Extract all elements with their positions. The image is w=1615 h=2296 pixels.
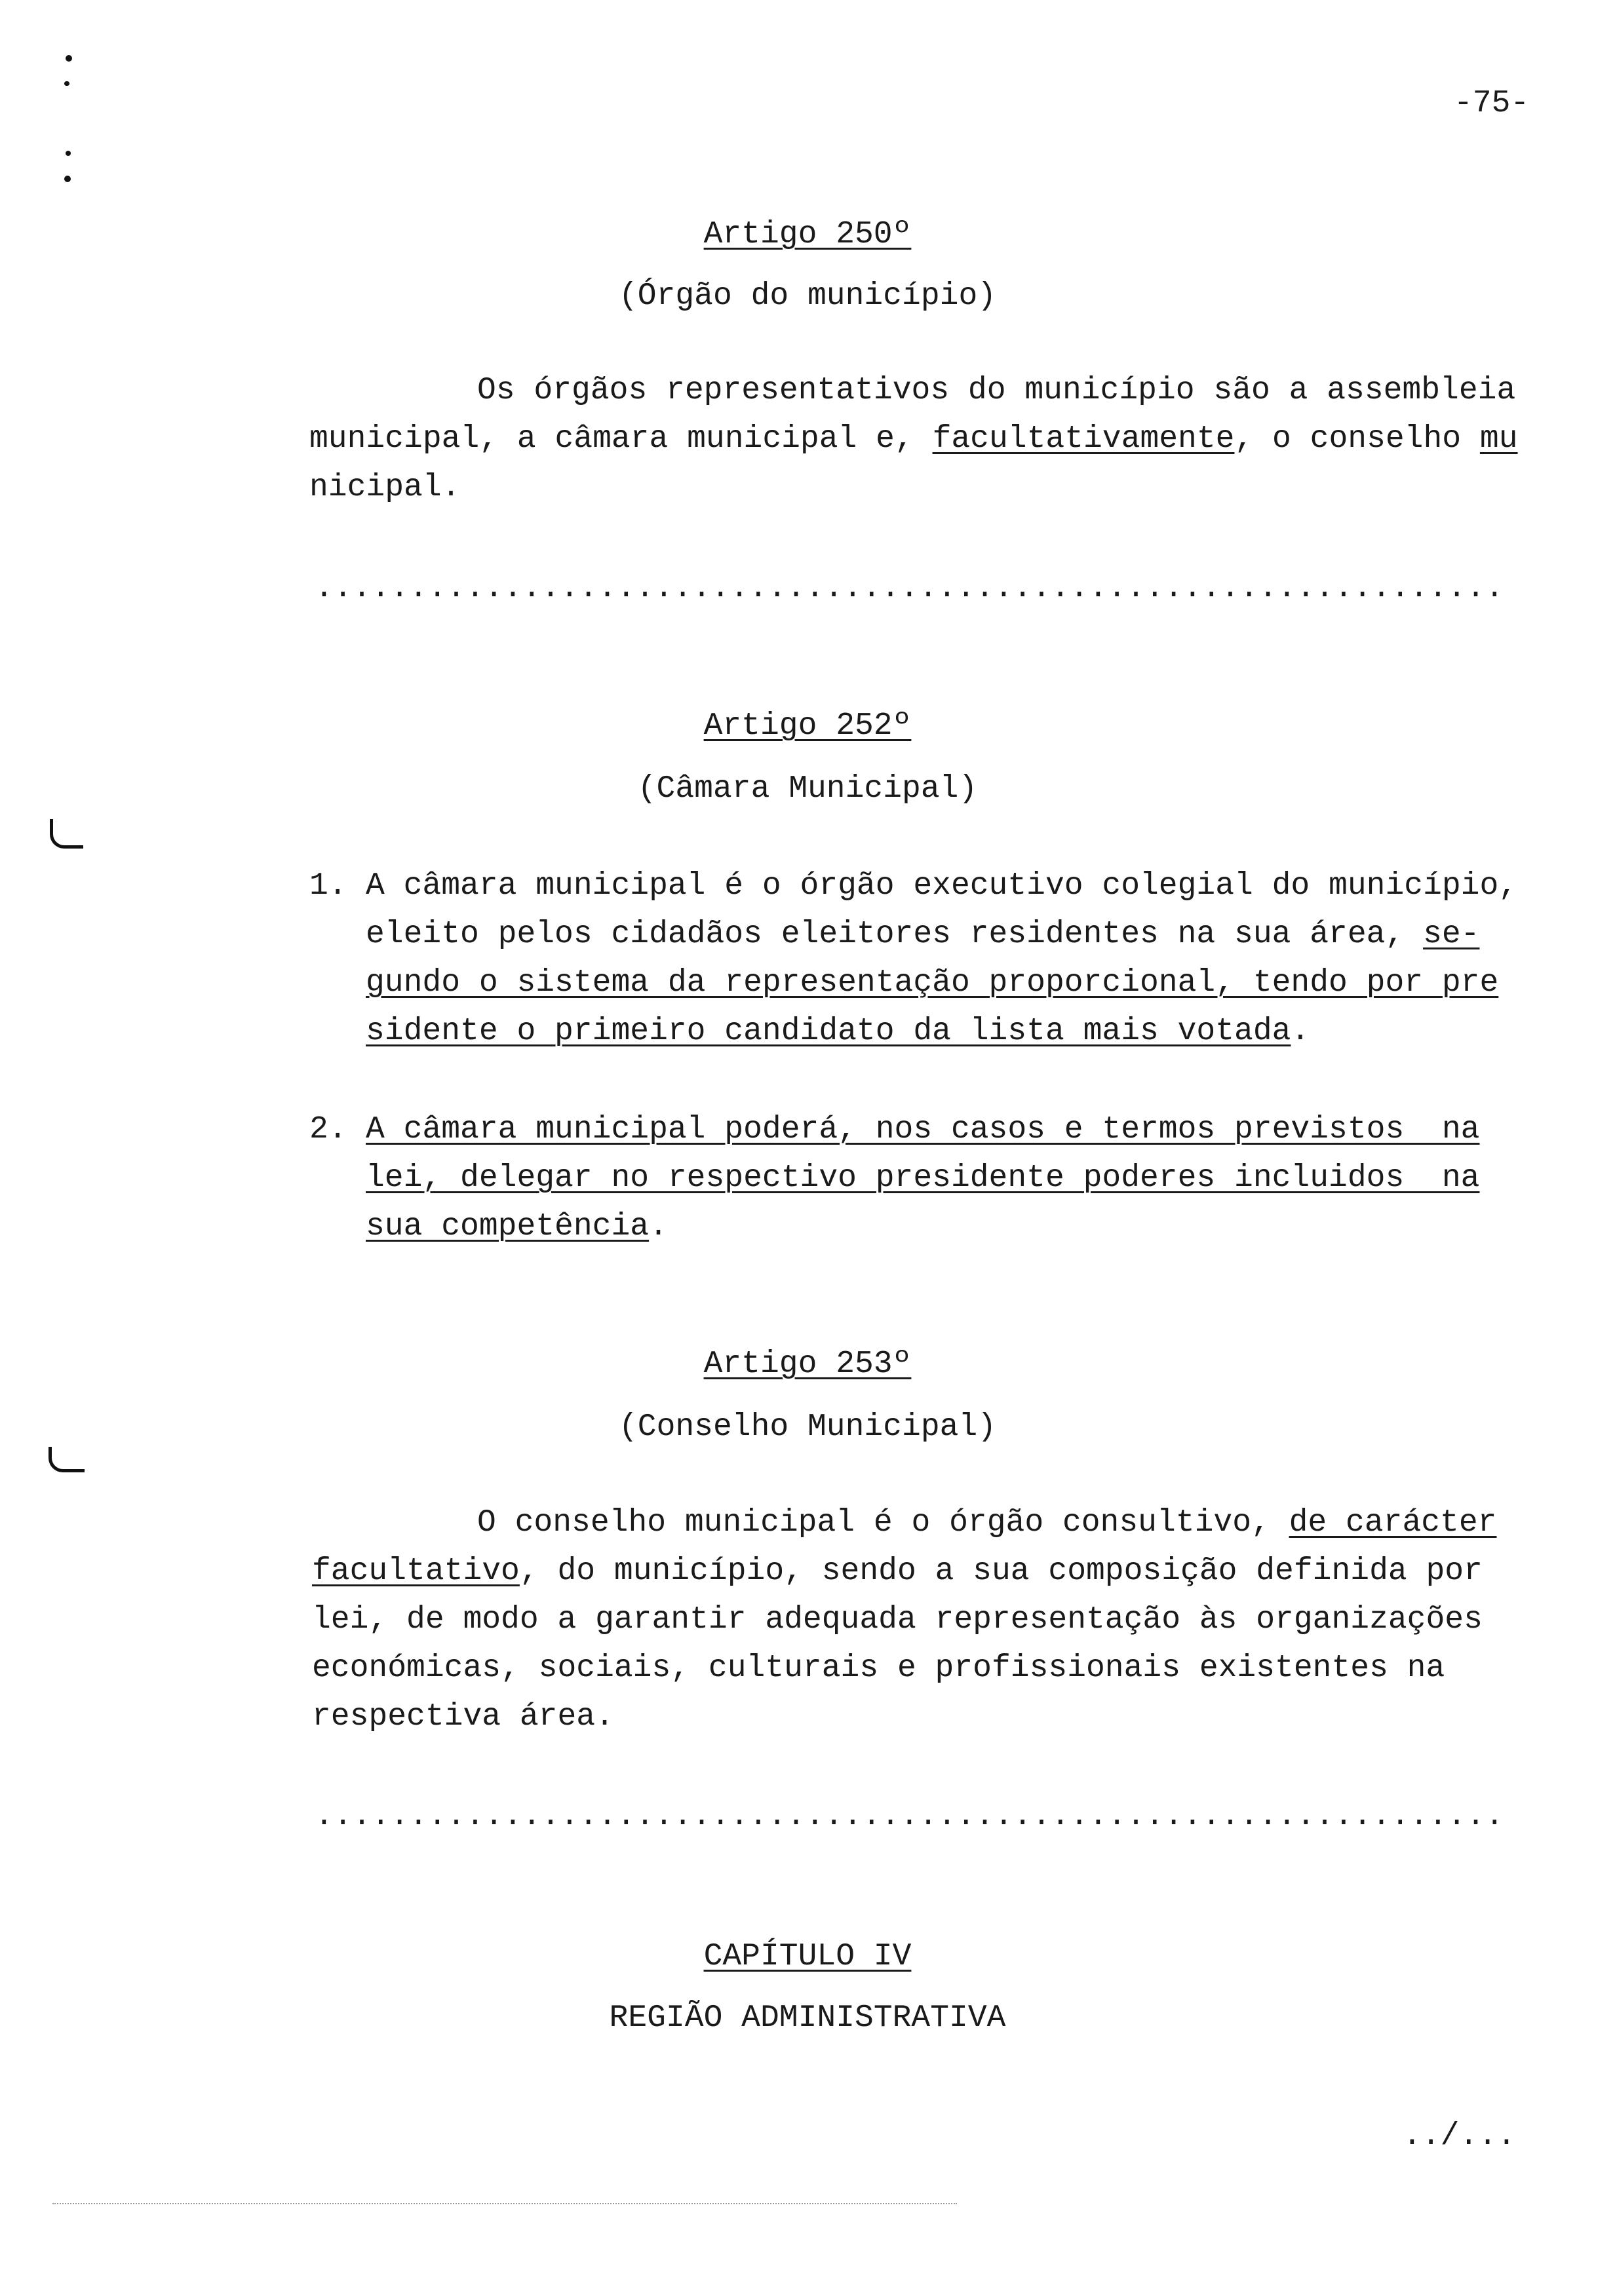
article-subtitle: (Câmara Municipal) bbox=[637, 771, 978, 807]
text-run: . bbox=[1291, 1014, 1310, 1049]
text-run: , o conselho bbox=[1234, 421, 1480, 457]
paragraph-line: lei, de modo a garantir adequada representação às organizações bbox=[312, 1602, 1483, 1637]
text-run: , do município, sendo a sua composição definida por bbox=[519, 1554, 1483, 1589]
article-subtitle: (Conselho Municipal) bbox=[618, 1409, 997, 1445]
separator-dots: ............................................................... bbox=[315, 1799, 1504, 1834]
underlined-text: A câmara municipal poderá, nos casos e termos previstos na bbox=[366, 1112, 1480, 1147]
paragraph-line: económicas, sociais, culturais e profissionais existentes na bbox=[312, 1651, 1445, 1686]
margin-bracket-mark bbox=[50, 819, 83, 849]
underlined-text: sidente o primeiro candidato da lista mais votada bbox=[366, 1014, 1291, 1049]
paragraph-line: A câmara municipal é o órgão executivo colegial do município, bbox=[366, 868, 1518, 904]
margin-mark bbox=[66, 55, 72, 62]
continuation-marker: ../... bbox=[1403, 2118, 1516, 2154]
paragraph-line bbox=[366, 1162, 1479, 1194]
paragraph-line: Os órgãos representativos do município são a assembleia bbox=[477, 373, 1516, 408]
text-run: O conselho municipal é o órgão consultivo, bbox=[477, 1505, 1289, 1540]
underlined-text: se- bbox=[1423, 917, 1480, 952]
article-heading-text: Artigo 253º bbox=[703, 1347, 912, 1382]
paragraph-line: respectiva área. bbox=[312, 1699, 614, 1734]
underlined-text: mu bbox=[1479, 421, 1518, 457]
margin-mark bbox=[64, 81, 69, 86]
scan-artifact-line bbox=[52, 2203, 957, 2204]
text-run: eleito pelos cidadãos eleitores residentes na sua área, bbox=[366, 917, 1424, 952]
underlined-text: de carácter bbox=[1289, 1505, 1497, 1540]
article-heading-text: Artigo 252º bbox=[703, 708, 912, 744]
underlined-text: facultativamente bbox=[932, 421, 1235, 457]
article-heading bbox=[0, 1349, 1615, 1380]
article-heading bbox=[0, 710, 1615, 742]
paragraph-line: nicipal. bbox=[309, 470, 461, 505]
article-subtitle: (Órgão do município) bbox=[618, 278, 997, 314]
text-run: municipal, a câmara municipal e, bbox=[309, 421, 933, 457]
text-run: . bbox=[649, 1209, 668, 1244]
chapter-heading-text: CAPÍTULO IV bbox=[703, 1939, 912, 1974]
underlined-text: facultativo bbox=[312, 1554, 520, 1589]
paragraph-line bbox=[366, 1114, 1479, 1145]
article-heading-text: Artigo 250º bbox=[703, 217, 912, 252]
paragraph-line bbox=[366, 967, 1498, 999]
paragraph-line bbox=[477, 1507, 1496, 1539]
margin-mark bbox=[64, 176, 71, 182]
paragraph-line bbox=[366, 919, 1479, 950]
underlined-text: sua competência bbox=[366, 1209, 650, 1244]
paragraph-line bbox=[366, 1211, 668, 1242]
paragraph-line bbox=[309, 423, 1518, 455]
page-number: -75- bbox=[1454, 86, 1530, 121]
article-heading bbox=[0, 219, 1615, 250]
item-number: 2. bbox=[309, 1112, 347, 1147]
underlined-text: lei, delegar no respectivo presidente poderes incluidos na bbox=[366, 1160, 1480, 1196]
margin-bracket-mark bbox=[49, 1447, 85, 1472]
margin-mark bbox=[66, 151, 71, 156]
chapter-heading bbox=[0, 1941, 1615, 1972]
separator-dots: ............................................................... bbox=[315, 571, 1504, 606]
paragraph-line bbox=[312, 1556, 1483, 1587]
item-number: 1. bbox=[309, 868, 347, 904]
chapter-title: REGIÃO ADMINISTRATIVA bbox=[609, 2000, 1006, 2036]
underlined-text: gundo o sistema da representação proporcional, tendo por pre bbox=[366, 965, 1499, 1001]
paragraph-line bbox=[366, 1016, 1310, 1047]
